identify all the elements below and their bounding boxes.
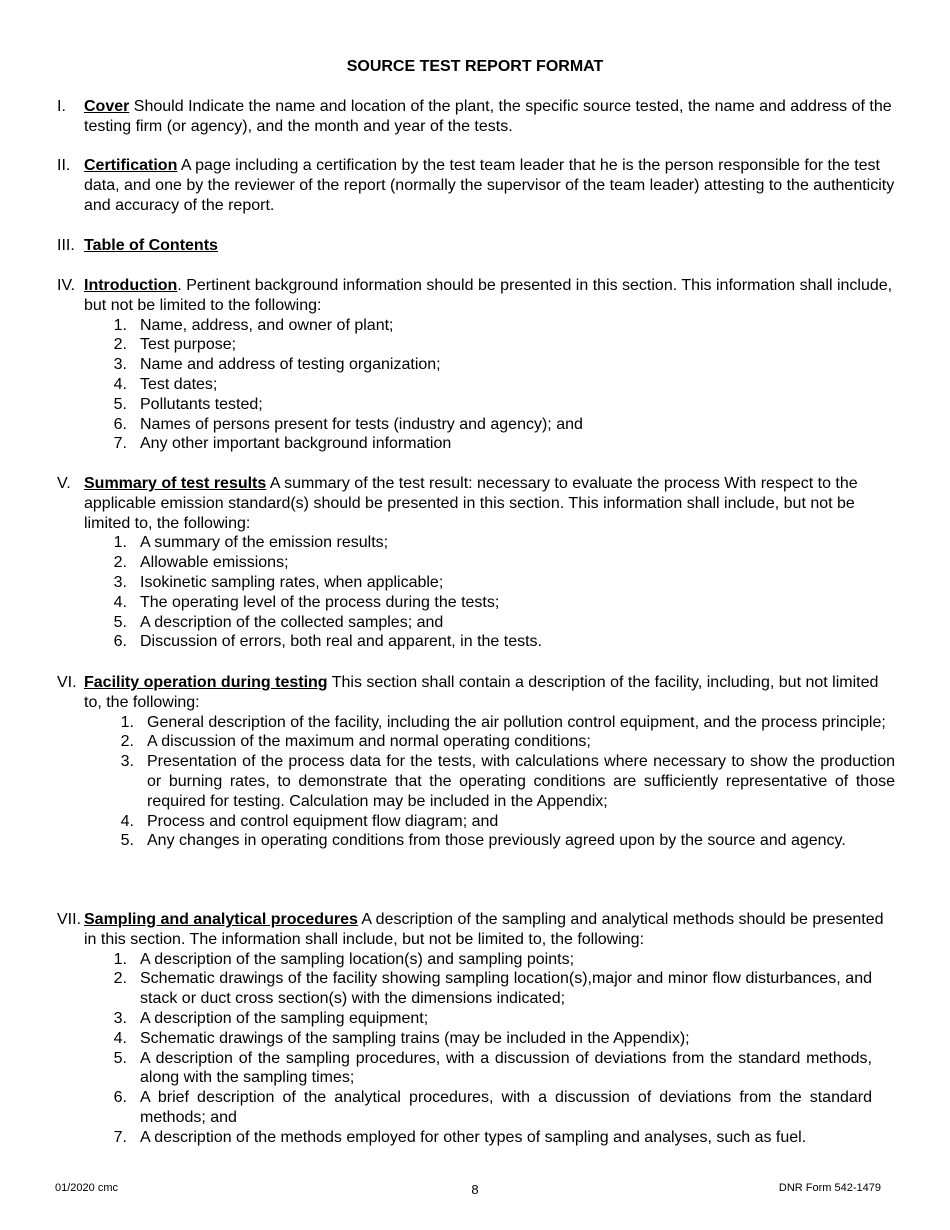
section-number: VII. [57,911,82,928]
footer-revision-date: 01/2020 cmc [55,1182,118,1194]
page-number: 8 [471,1182,479,1197]
list-item: 3. Name and address of testing organization; [113,356,441,374]
list-item: 7. Any other important background information [113,435,452,453]
section-summary-of-test-results [57,474,897,652]
list-item: 2. Test purpose; [113,336,237,354]
facility-list [57,713,897,852]
section-number: VI. [57,674,77,691]
summary-list [57,533,897,652]
section-sampling-procedures [57,910,897,1148]
list-item: 6. Discussion of errors, both real and apparent, in the tests. [113,633,542,651]
list-item: 1. A description of the sampling location(s) and sampling points; [113,950,575,968]
section-facility-operation [57,673,897,851]
list-item: 4. Schematic drawings of the sampling trains (may be included in the Appendix); [113,1029,690,1047]
section-text: A summary of the test result: necessary to evaluate the process With respect to the applicable emission standard(s) should be presented in this section. This information shall include, but not be limited to, the following: [84,475,858,532]
list-item: 5. A description of the sampling procedures, with a discussion of deviations from the standard methods, along with the sampling times; [113,1049,872,1087]
section-title: Facility operation during testing [84,674,328,691]
section-table-of-contents [57,236,897,256]
list-item: 3. A description of the sampling equipment; [113,1009,429,1027]
section-number: V. [57,475,71,492]
section-text: Should Indicate the name and location of the plant, the specific source tested, the name and address of the testing firm (or agency), and the month and year of the tests. [84,98,892,135]
section-title: Cover [84,98,130,115]
section-title: Table of Contents [84,237,218,254]
list-item: 2. A discussion of the maximum and normal operating conditions; [120,733,591,751]
list-item: 6. Names of persons present for tests (industry and agency); and [113,415,583,433]
list-item: 1. Name, address, and owner of plant; [113,316,394,334]
list-item: 1. General description of the facility, including the air pollution control equipment, and the process principle; [120,713,886,731]
page-title: SOURCE TEST REPORT FORMAT [346,58,604,75]
list-item: 4. Test dates; [113,375,218,393]
section-number: IV. [57,277,76,294]
section-number: II. [57,157,71,174]
section-title: Summary of test results [84,475,267,492]
section-text: A page including a certification by the test team leader that he is the person responsible for the test data, and one by the reviewer of the report (normally the supervisor of the team leader) attesting to the authenticity and accuracy of the report. [84,157,895,214]
list-item: 5. Any changes in operating conditions from those previously agreed upon by the source and agency. [120,832,846,850]
list-item: 3. Presentation of the process data for the tests, with calculations where necessary to show the production or burning rates, to demonstrate that the operating conditions are sufficiently representative of those required for testing. Calculation may be included in the Appendix; [120,753,895,810]
sampling-list [57,950,897,1148]
section-certification [57,156,897,215]
list-item: 5. Pollutants tested; [113,395,263,413]
section-introduction [57,276,897,454]
list-item: 4. Process and control equipment flow diagram; and [120,812,499,830]
list-item: 5. A description of the collected samples; and [113,613,444,631]
section-cover [57,97,897,137]
list-item: 2. Schematic drawings of the facility showing sampling location(s),major and minor flow disturbances, and stack or duct cross section(s) with the dimensions indicated; [113,970,872,1008]
list-item: 1. A summary of the emission results; [113,534,389,552]
introduction-list [57,316,897,455]
footer-form-number: DNR Form 542-1479 [778,1182,881,1194]
section-text: . Pertinent background information should be presented in this section. This information shall include, but not be limited to the following: [84,277,893,314]
section-number: III. [57,237,75,254]
list-item: 2. Allowable emissions; [113,554,289,572]
page-footer [55,1181,881,1201]
section-text: A description of the sampling and analytical methods should be presented in this section. The information shall include, but not be limited to, the following: [84,911,884,948]
list-item: 4. The operating level of the process during the tests; [113,593,500,611]
section-text: This section shall contain a description of the facility, including, but not limited to, the following: [84,674,879,711]
list-item: 6. A brief description of the analytical procedures, with a discussion of deviations from the standard methods; and [113,1089,872,1126]
section-title: Sampling and analytical procedures [84,911,358,928]
list-item: 7. A description of the methods employed for other types of sampling and analyses, such as fuel. [113,1128,807,1146]
list-item: 3. Isokinetic sampling rates, when applicable; [113,573,444,591]
section-number: I. [57,98,66,115]
section-title: Introduction [84,277,178,294]
section-title: Certification [84,157,178,174]
